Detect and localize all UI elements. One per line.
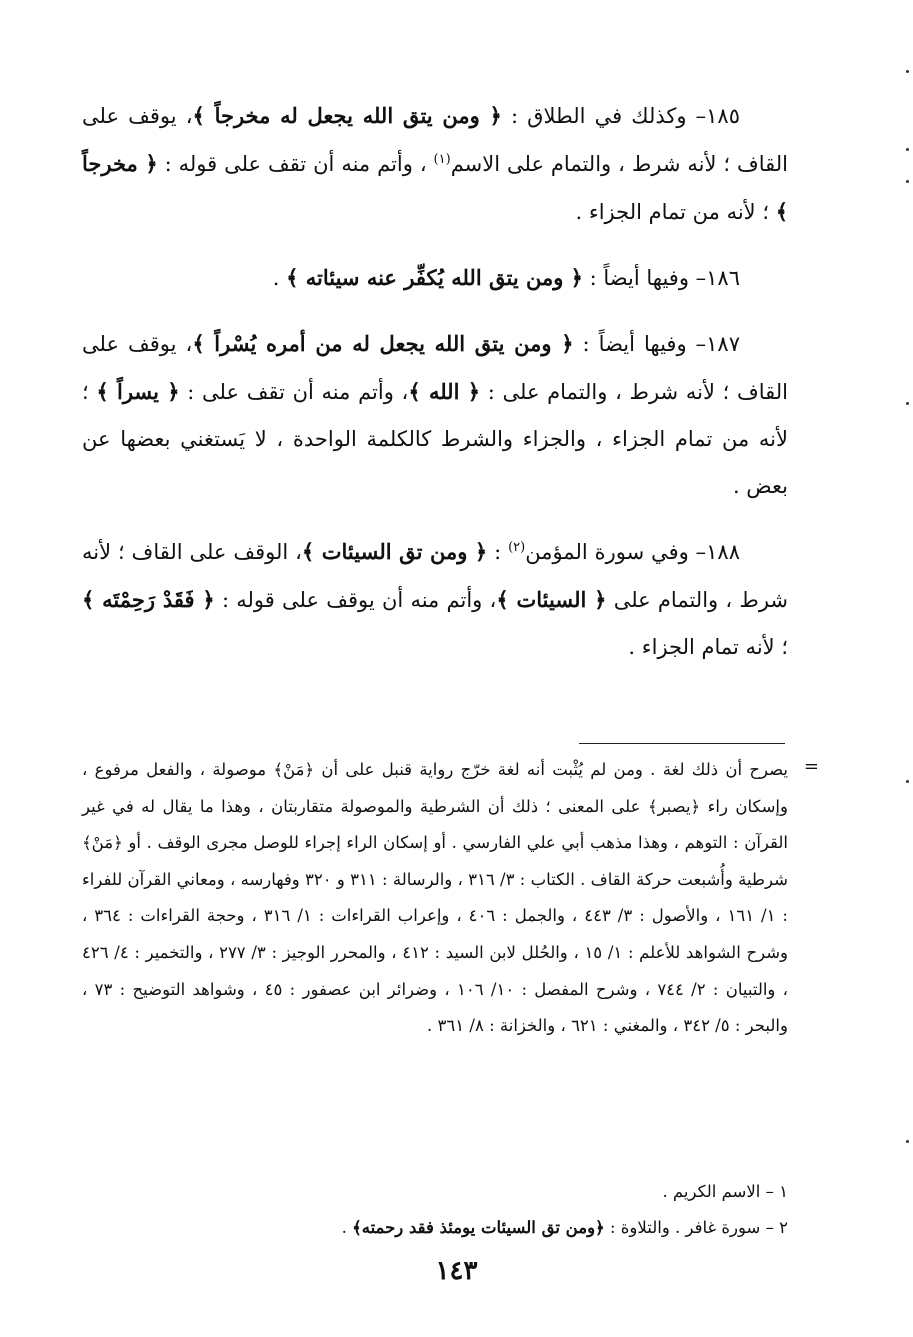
scan-speck	[906, 70, 909, 73]
scan-speck	[906, 1140, 909, 1143]
quran-quote: ﴿ ومن يتق الله يجعل له مخرجاً ﴾	[192, 103, 502, 128]
scan-speck	[906, 402, 909, 405]
paragraph-186: ١٨٦– وفيها أيضاً : ﴿ ومن يتق الله يُكفِّر عنه سيئاته ﴾ .	[272, 265, 740, 290]
paragraph-187: ١٨٧– وفيها أيضاً : ﴿ ومن يتق الله يجعل له من أمره يُسْراً ﴾، يوقف على القاف ؛ لأنه شرط ، والتمام على : ﴿ الله ﴾، وأتم منه أن تقف على : ﴿ يسراً ﴾ ؛ لأنه من تمام الجزاء ، والجزاء والشرط كالكلمة الواحدة ، لا يَستغني بعضها عن بعض .	[82, 331, 788, 498]
footnote-2: ٢ – سورة غافر . والتلاوة : ﴿ومن تق السيئات يومئذ فقد رحمته﴾ .	[341, 1218, 788, 1237]
main-text	[82, 92, 788, 689]
footnote-ref-1: (١)	[433, 152, 451, 167]
footnotes	[82, 1174, 788, 1246]
paragraph-185: ١٨٥– وكذلك في الطلاق : ﴿ ومن يتق الله يجعل له مخرجاً ﴾، يوقف على القاف ؛ لأنه شرط ، والتمام على الاسم$^{(١)}$ ، وأتم منه أن تقف على قوله : ﴿ مخرجاً ﴾ ؛ لأنه من تمام الجزاء .	[82, 103, 788, 224]
footnote-separator	[579, 743, 785, 744]
quran-quote: ﴿ ومن تق السيئات ﴾	[301, 539, 488, 564]
quran-quote: ﴿ ومن يتق الله يجعل له من أمره يُسْراً ﴾	[192, 331, 574, 356]
footnote-continuation-text: يصرح أن ذلك لغة . ومن لم يُثْبت أنه لغة خرّج رواية قنبل على أن ﴿مَنْ﴾ موصولة ، والفعل مرفوع ، وإسكان راء ﴿يصبر﴾ على المعنى ؛ ذلك أن الشرطية والموصولة متقاربتان ، وهذا ما يقال له في غير القرآن : التوهم ، وهذا مذهب أبي علي الفارسي . أو إسكان الراء إجراء للوصل مجرى الوقف . أو ﴿مَنْ﴾ شرطية وأُشبعت حركة القاف . الكتاب : ٣/ ٣١٦ ، والرسالة : ٣١١ و ٣٢٠ وفهارسه ، ومعاني القرآن للفراء : ١/ ١٦١ ، والأصول : ٣/ ٤٤٣ ، والجمل : ٤٠٦ ، وإعراب القراءات : ١/ ٣١٦ ، وحجة القراءات : ٣٦٤ ، وشرح الشواهد للأعلم : ١/ ١٥ ، والحُلل لابن السيد : ٤١٢ ، والمحرر الوجيز : ٣/ ٢٧٧ ، والتخمير : ٤/ ٤٢٦ ، والتبيان : ٢/ ٧٤٤ ، وشرح المفصل : ١٠/ ١٠٦ ، وضرائر ابن عصفور : ٤٥ ، وشواهد التوضيح : ٧٣ ، والبحر : ٥/ ٣٤٢ ، والمغني : ٦٢١ ، والخزانة : ٨/ ٣٦١ .	[82, 760, 789, 1036]
quran-quote: ﴿ السيئات ﴾	[496, 587, 607, 612]
quran-quote: ﴿ يسراً ﴾	[96, 379, 180, 404]
scan-speck	[906, 148, 909, 151]
page-number: ١٤٣	[435, 1256, 478, 1286]
footnote-continuation	[82, 752, 788, 1045]
paragraph-188: ١٨٨– وفي سورة المؤمن$^{(٢)}$ : ﴿ ومن تق السيئات ﴾، الوقف على القاف ؛ لأنه شرط ، والتمام على ﴿ السيئات ﴾، وأتم منه أن يوقف على قوله : ﴿ فَقَدْ رَحِمْتَه ﴾ ؛ لأنه تمام الجزاء .	[82, 539, 789, 659]
quran-quote: ﴿ ومن يتق الله يُكفِّر عنه سيئاته ﴾	[286, 265, 583, 290]
footnote-1: ١ – الاسم الكريم .	[662, 1182, 788, 1201]
quran-quote: ﴿ الله ﴾	[408, 379, 481, 404]
scan-speck	[906, 180, 909, 183]
quran-quote: ﴿ مخرجاً ﴾	[82, 151, 788, 224]
continuation-mark: =	[803, 756, 819, 777]
footnote-ref-2: (٢)	[508, 540, 526, 555]
quran-quote: ﴿ومن تق السيئات يومئذ فقد رحمته﴾	[352, 1218, 605, 1237]
quran-quote: ﴿ فَقَدْ رَحِمْتَه ﴾	[82, 587, 215, 612]
scan-speck	[906, 780, 909, 783]
